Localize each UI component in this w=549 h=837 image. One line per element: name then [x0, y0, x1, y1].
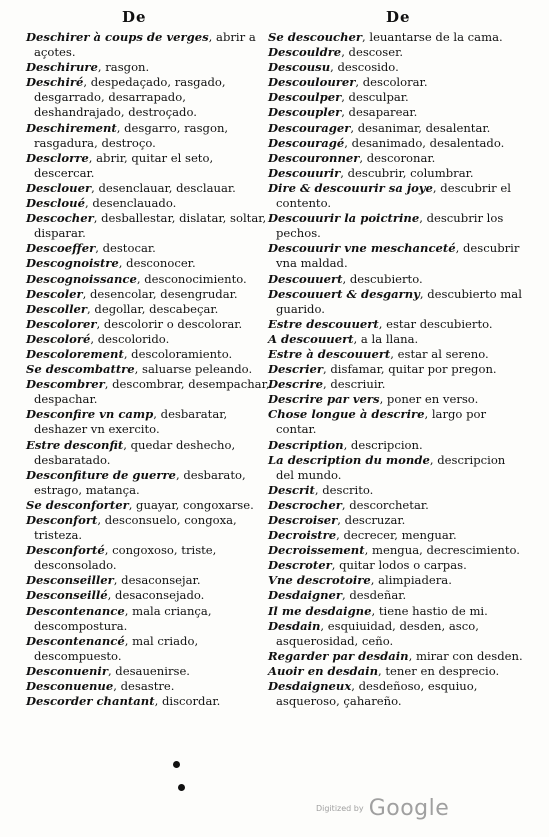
headword: Desdain	[268, 618, 321, 633]
dictionary-entry	[268, 588, 526, 603]
dictionary-entry	[268, 90, 526, 105]
dictionary-entry	[268, 136, 526, 151]
definition: , abrir, quitar el seto, descercar.	[34, 150, 214, 180]
definition: , descruzar.	[337, 513, 406, 527]
dictionary-entry	[268, 619, 526, 649]
dictionary-entry	[268, 272, 526, 287]
definition: , poner en verso.	[379, 392, 479, 407]
dictionary-entry	[268, 60, 526, 75]
headword: Desconseillé	[26, 588, 108, 603]
headword: Dire & descouurir sa joye	[268, 180, 433, 195]
definition: , descriuir.	[323, 377, 386, 392]
dictionary-entry	[268, 30, 526, 45]
dictionary-entry	[26, 468, 273, 498]
headword: Desclouer	[26, 180, 92, 195]
definition: , desculpar.	[341, 90, 409, 105]
dictionary-entry	[26, 272, 273, 287]
definition: , desgarro, rasgon, rasgadura, destroço.	[34, 120, 229, 150]
headword: Descoulper	[268, 90, 342, 105]
definition: , desaconsejado.	[107, 588, 205, 603]
definition: , desbarato, estrago, matança.	[34, 467, 246, 497]
dictionary-entry	[268, 498, 526, 513]
dictionary-entry	[26, 121, 273, 151]
headword: Descombrer	[26, 377, 105, 392]
definition: , desconocer.	[118, 256, 196, 271]
definition: , desenclauar, desclauar.	[91, 180, 236, 195]
definition: , quedar deshecho, desbaratado.	[34, 437, 236, 467]
headword: Descroter	[268, 558, 332, 573]
dictionary-entry	[26, 664, 273, 679]
dictionary-entry	[26, 634, 273, 664]
dictionary-entry	[26, 151, 273, 181]
definition: , descolorido.	[90, 331, 170, 346]
headword: Se descombattre	[26, 362, 135, 377]
definition: , descoloramiento.	[123, 346, 233, 361]
headword: Descouurir vne meschanceté	[268, 241, 456, 256]
dictionary-entry	[268, 483, 526, 498]
definition: , abrir a açotes.	[34, 30, 256, 60]
dictionary-entry	[268, 528, 526, 543]
dictionary-entry	[26, 347, 273, 362]
definition: , descubrir el contento.	[276, 180, 511, 211]
definition: , desconsuelo, congoxa, tristeza.	[34, 513, 237, 543]
headword: A descouuert	[268, 331, 354, 346]
definition: , descubrir vna maldad.	[276, 241, 520, 271]
definition: , mal criado, descompuesto.	[34, 633, 199, 663]
definition: , desanimar, desalentar.	[350, 120, 491, 135]
left-column	[26, 30, 273, 709]
headword: Descroiser	[268, 513, 338, 527]
left-running-head: De	[122, 8, 147, 26]
dictionary-entry	[26, 362, 273, 377]
dictionary-entry	[26, 196, 273, 211]
headword: La description du monde	[268, 452, 430, 467]
dictionary-entry	[268, 664, 526, 679]
dictionary-entry	[268, 438, 526, 453]
headword: Chose longue à descrire	[268, 407, 425, 422]
dictionary-entry	[268, 513, 526, 528]
right-column	[268, 30, 526, 709]
page-dot	[178, 784, 185, 791]
dictionary-entry	[26, 211, 273, 241]
dictionary-entry	[26, 60, 273, 75]
headword: Desclorre	[26, 150, 89, 165]
dictionary-entry	[26, 241, 273, 256]
definition: , guayar, congoxarse.	[128, 497, 254, 512]
headword: Descoller	[26, 301, 88, 316]
definition: , descoser.	[341, 45, 404, 60]
definition: , descubierto.	[342, 271, 423, 286]
definition: , quitar lodos o carpas.	[331, 558, 467, 573]
headword: Decroistre	[268, 528, 337, 543]
definition: , descubrir, columbrar.	[340, 165, 474, 180]
dictionary-entry	[268, 543, 526, 558]
definition: , mirar con desden.	[408, 648, 523, 663]
dictionary-entry	[268, 604, 526, 619]
headword: Se descoucher	[268, 30, 362, 44]
definition: , desauenirse.	[107, 663, 190, 678]
definition: , desencolar, desengrudar.	[82, 286, 238, 301]
dictionary-entry	[26, 407, 273, 437]
dictionary-entry	[268, 347, 526, 362]
headword: Descouronner	[268, 150, 360, 165]
headword: Descrier	[268, 362, 324, 377]
dictionary-entry	[268, 75, 526, 90]
dictionary-entry	[268, 241, 526, 271]
definition: , desenclauado.	[84, 196, 177, 211]
watermark-prefix: Digitized by	[316, 804, 364, 813]
dictionary-entry	[26, 498, 273, 513]
headword: Descousu	[268, 60, 331, 75]
dictionary-entry	[268, 211, 526, 241]
definition: , saluarse peleando.	[134, 362, 253, 377]
dictionary-entry	[26, 256, 273, 271]
definition: , desaparear.	[341, 105, 418, 120]
dictionary-entry	[268, 151, 526, 166]
definition: , tiene hastio de mi.	[371, 603, 488, 618]
definition: , discordar.	[154, 694, 221, 709]
headword: Deschirer à coups de verges	[26, 30, 209, 44]
definition: , a la llana.	[353, 331, 419, 346]
definition: , disfamar, quitar por pregon.	[323, 362, 497, 377]
definition: , descosido.	[330, 60, 399, 75]
dictionary-entry	[268, 679, 526, 709]
definition: , desdeñoso, esquiuo, asqueroso, çahareño.	[276, 679, 478, 709]
definition: , esquiuidad, desden, asco, asquerosidad, ceño.	[276, 618, 479, 648]
definition: , desbaratar, deshazer vn exercito.	[34, 407, 228, 437]
headword: Regarder par desdain	[268, 648, 409, 663]
definition: , desballestar, dislatar, soltar, disparar.	[34, 211, 267, 241]
definition: , descolorir o descolorar.	[96, 316, 243, 331]
dictionary-entry	[26, 317, 273, 332]
headword: Descontenancé	[26, 633, 125, 648]
dictionary-entry	[26, 30, 273, 60]
headword: Estre desconfit	[26, 437, 124, 452]
headword: Descouuert	[268, 271, 343, 286]
headword: Descolorer	[26, 316, 97, 331]
headword: Desconseiller	[26, 573, 114, 588]
dictionary-entry	[268, 181, 526, 211]
dictionary-entry	[26, 75, 273, 120]
dictionary-entry	[26, 181, 273, 196]
headword: Descrire par vers	[268, 392, 380, 407]
headword: Descouldre	[268, 45, 342, 60]
headword: Descouuert & desgarny	[268, 286, 420, 301]
definition: , despedaçado, rasgado, desgarrado, desarrapado, deshandrajado, destroçado.	[34, 75, 226, 120]
definition: , congoxoso, triste, desconsolado.	[34, 543, 217, 573]
definition: , descripcion del mundo.	[276, 452, 506, 482]
headword: Descoupler	[268, 105, 342, 120]
headword: Descouurir	[268, 165, 341, 180]
headword: Vne descrotoire	[268, 573, 371, 588]
headword: Descouurir la poictrine	[268, 211, 420, 226]
headword: Descontenance	[26, 603, 125, 618]
definition: , descubrir los pechos.	[276, 211, 504, 241]
headword: Descoulourer	[268, 75, 356, 90]
watermark-logo: Google	[368, 796, 450, 821]
dictionary-entry	[26, 604, 273, 634]
dictionary-entry	[268, 105, 526, 120]
headword: Descourager	[268, 120, 351, 135]
definition: , desaconsejar.	[113, 573, 201, 588]
headword: Desconfire vn camp	[26, 407, 154, 422]
headword: Il me desdaigne	[268, 603, 372, 618]
page-dot	[173, 761, 180, 768]
headword: Descouragé	[268, 135, 345, 150]
headword: Descloué	[26, 196, 85, 211]
dictionary-entry	[268, 407, 526, 437]
dictionary-entry	[26, 332, 273, 347]
headword: Estre descouuert	[268, 316, 379, 331]
dictionary-entry	[268, 45, 526, 60]
definition: , descolorar.	[355, 75, 428, 90]
definition: , mengua, decrescimiento.	[364, 543, 520, 558]
headword: Desconuenue	[26, 679, 114, 694]
headword: Descognoissance	[26, 271, 137, 286]
definition: , leuantarse de la cama.	[362, 30, 503, 44]
dictionary-entry	[26, 543, 273, 573]
definition: , tener en desprecio.	[378, 663, 500, 678]
dictionary-entry	[26, 302, 273, 317]
dictionary-entry	[268, 121, 526, 136]
dictionary-entry	[26, 679, 273, 694]
definition: , degollar, descabeçar.	[87, 301, 219, 316]
dictionary-entry	[268, 332, 526, 347]
definition: , estar al sereno.	[390, 346, 489, 361]
headword: Descoler	[26, 286, 83, 301]
definition: , descrito.	[314, 482, 374, 497]
headword: Descrit	[268, 482, 315, 497]
dictionary-entry	[26, 438, 273, 468]
dictionary-entry	[26, 287, 273, 302]
definition: , destocar.	[95, 241, 156, 256]
headword: Desconfiture de guerre	[26, 467, 176, 482]
definition: , descorchetar.	[341, 497, 429, 512]
definition: , mala criança, descompostura.	[34, 603, 212, 633]
dictionary-entry	[268, 377, 526, 392]
headword: Description	[268, 437, 344, 452]
definition: , desdeñar.	[342, 588, 407, 603]
definition: , descripcion.	[343, 437, 423, 452]
headword: Desconfort	[26, 513, 98, 527]
headword: Descrire	[268, 377, 324, 392]
dictionary-entry	[268, 287, 526, 317]
definition: , desconocimiento.	[136, 271, 247, 286]
dictionary-entry	[268, 362, 526, 377]
headword: Descoloré	[26, 331, 91, 346]
headword: Deschirement	[26, 120, 117, 135]
headword: Desconforté	[26, 543, 105, 558]
dictionary-entry	[268, 453, 526, 483]
dictionary-entry	[268, 392, 526, 407]
dictionary-entry	[268, 166, 526, 181]
headword: Descolorement	[26, 346, 124, 361]
dictionary-entry	[26, 694, 273, 709]
headword: Decroissement	[268, 543, 365, 558]
headword: Descorder chantant	[26, 694, 155, 709]
dictionary-entry	[268, 573, 526, 588]
headword: Desdaigner	[268, 588, 343, 603]
definition: , rasgon.	[97, 60, 150, 75]
headword: Auoir en desdain	[268, 663, 379, 678]
definition: , estar descubierto.	[378, 316, 493, 331]
definition: , descubierto mal guarido.	[276, 286, 522, 316]
headword: Estre à descouuert	[268, 346, 391, 361]
headword: Se desconforter	[26, 497, 129, 512]
definition: , desastre.	[113, 679, 175, 694]
right-running-head: De	[386, 8, 411, 26]
headword: Descoeffer	[26, 241, 96, 256]
headword: Descocher	[26, 211, 94, 226]
dictionary-entry	[26, 377, 273, 407]
definition: , descoronar.	[359, 150, 436, 165]
dictionary-entry	[26, 513, 273, 543]
definition: , alimpiadera.	[370, 573, 452, 588]
definition: , descombrar, desempachar, despachar.	[34, 377, 270, 407]
watermark	[316, 796, 449, 821]
headword: Deschiré	[26, 75, 84, 90]
dictionary-entry	[26, 573, 273, 588]
definition: , largo por contar.	[276, 407, 487, 437]
dictionary-entry	[26, 588, 273, 603]
definition: , decrecer, menguar.	[336, 528, 457, 543]
headword: Descognoistre	[26, 256, 119, 271]
headword: Deschirure	[26, 60, 98, 75]
dictionary-entry	[268, 317, 526, 332]
headword: Desdaigneux	[268, 679, 352, 694]
headword: Desconuenir	[26, 663, 108, 678]
dictionary-entry	[268, 558, 526, 573]
definition: , desanimado, desalentado.	[344, 135, 505, 150]
dictionary-entry	[268, 649, 526, 664]
headword: Descrocher	[268, 497, 342, 512]
